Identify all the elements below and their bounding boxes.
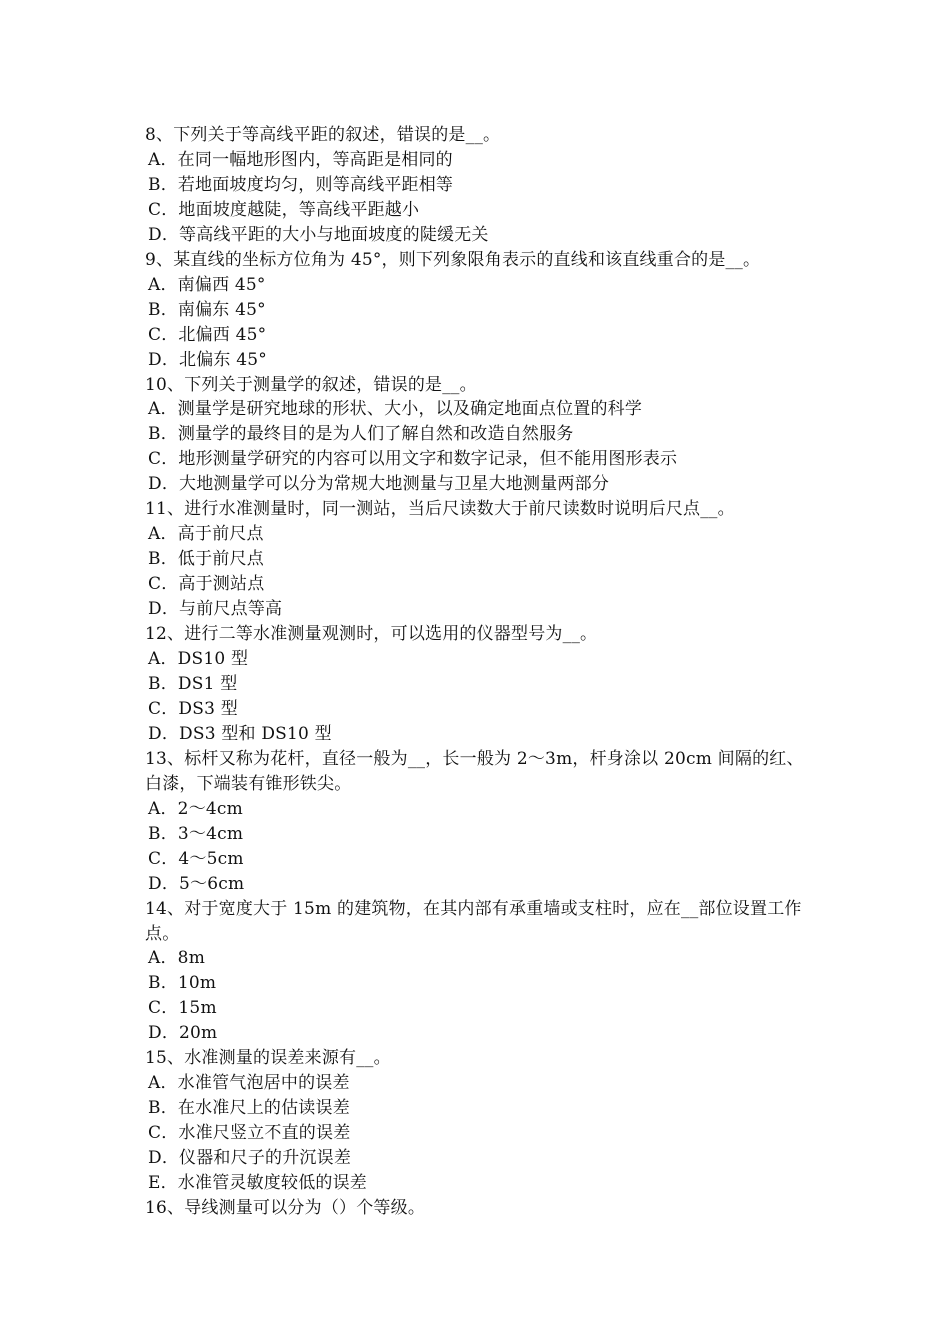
question-block (145, 622, 810, 747)
option-a: A．南偏西 45° (148, 274, 266, 295)
question-block (145, 373, 810, 498)
option-c: C．水准尺竖立不直的误差 (148, 1123, 351, 1144)
question-text: 16、导线测量可以分为（）个等级。 (145, 1197, 426, 1218)
option-e: E．水准管灵敏度较低的误差 (148, 1173, 368, 1194)
question-list (145, 123, 810, 1221)
question-text: 13、标杆又称为花杆，直径一般为__，长一般为 2～3m，杆身涂以 20cm 间隔的红、白漆，下端装有锥形铁尖。 (145, 748, 804, 794)
question-text: 12、进行二等水准测量观测时，可以选用的仪器型号为__。 (145, 624, 598, 645)
option-c: C．4～5cm (148, 848, 244, 869)
option-d: D．20m (148, 1023, 218, 1044)
question-block (145, 123, 810, 248)
question-text: 11、进行水准测量时，同一测站，当后尺读数大于前尺读数时说明后尺点__。 (145, 499, 735, 520)
question-text: 8、下列关于等高线平距的叙述，错误的是__。 (145, 125, 501, 145)
option-b: B．若地面坡度均匀，则等高线平距相等 (148, 174, 454, 195)
option-c: C．地面坡度越陡，等高线平距越小 (148, 199, 420, 220)
question-block (145, 1046, 810, 1196)
option-d: D．仪器和尺子的升沉误差 (148, 1148, 352, 1169)
option-b: B．在水准尺上的估读误差 (148, 1098, 350, 1119)
option-c: C．DS3 型 (148, 698, 238, 719)
option-b: B．低于前尺点 (148, 549, 264, 570)
option-c: C．北偏西 45° (148, 324, 267, 345)
question-block (145, 1196, 810, 1221)
option-d: D．等高线平距的大小与地面坡度的陡缓无关 (148, 224, 489, 245)
option-b: B．南偏东 45° (148, 299, 266, 320)
option-d: D．与前尺点等高 (148, 599, 283, 620)
option-c: C．地形测量学研究的内容可以用文字和数字记录，但不能用图形表示 (148, 449, 678, 470)
option-a: A．测量学是研究地球的形状、大小，以及确定地面点位置的科学 (148, 399, 643, 420)
option-b: B．10m (148, 973, 217, 994)
question-text: 14、对于宽度大于 15m 的建筑物，在其内部有承重墙或支柱时，应在__部位设置工作点。 (145, 898, 802, 944)
option-a: A．高于前尺点 (148, 524, 264, 545)
option-c: C．高于测站点 (148, 574, 265, 595)
option-c: C．15m (148, 998, 217, 1019)
option-a: A．水准管气泡居中的误差 (148, 1073, 350, 1094)
option-a: A．2～4cm (148, 798, 243, 819)
option-b: B．3～4cm (148, 823, 244, 844)
option-d: D．大地测量学可以分为常规大地测量与卫星大地测量两部分 (148, 474, 610, 495)
question-block (145, 497, 810, 622)
option-a: A．DS10 型 (148, 649, 249, 670)
option-a: A．在同一幅地形图内，等高距是相同的 (148, 149, 453, 170)
option-b: B．DS1 型 (148, 673, 238, 694)
question-text: 15、水准测量的误差来源有__。 (145, 1048, 391, 1069)
option-a: A．8m (148, 948, 206, 969)
question-text: 10、下列关于测量学的叙述，错误的是__。 (145, 374, 477, 395)
option-d: D．5～6cm (148, 873, 245, 894)
option-b: B．测量学的最终目的是为人们了解自然和改造自然服务 (148, 424, 574, 445)
question-block (145, 248, 810, 373)
question-text: 9、某直线的坐标方位角为 45°，则下列象限角表示的直线和该直线重合的是__。 (145, 249, 761, 270)
option-d: D．DS3 型和 DS10 型 (148, 723, 332, 744)
option-d: D．北偏东 45° (148, 349, 267, 370)
question-block (145, 747, 810, 897)
question-block (145, 897, 810, 1047)
